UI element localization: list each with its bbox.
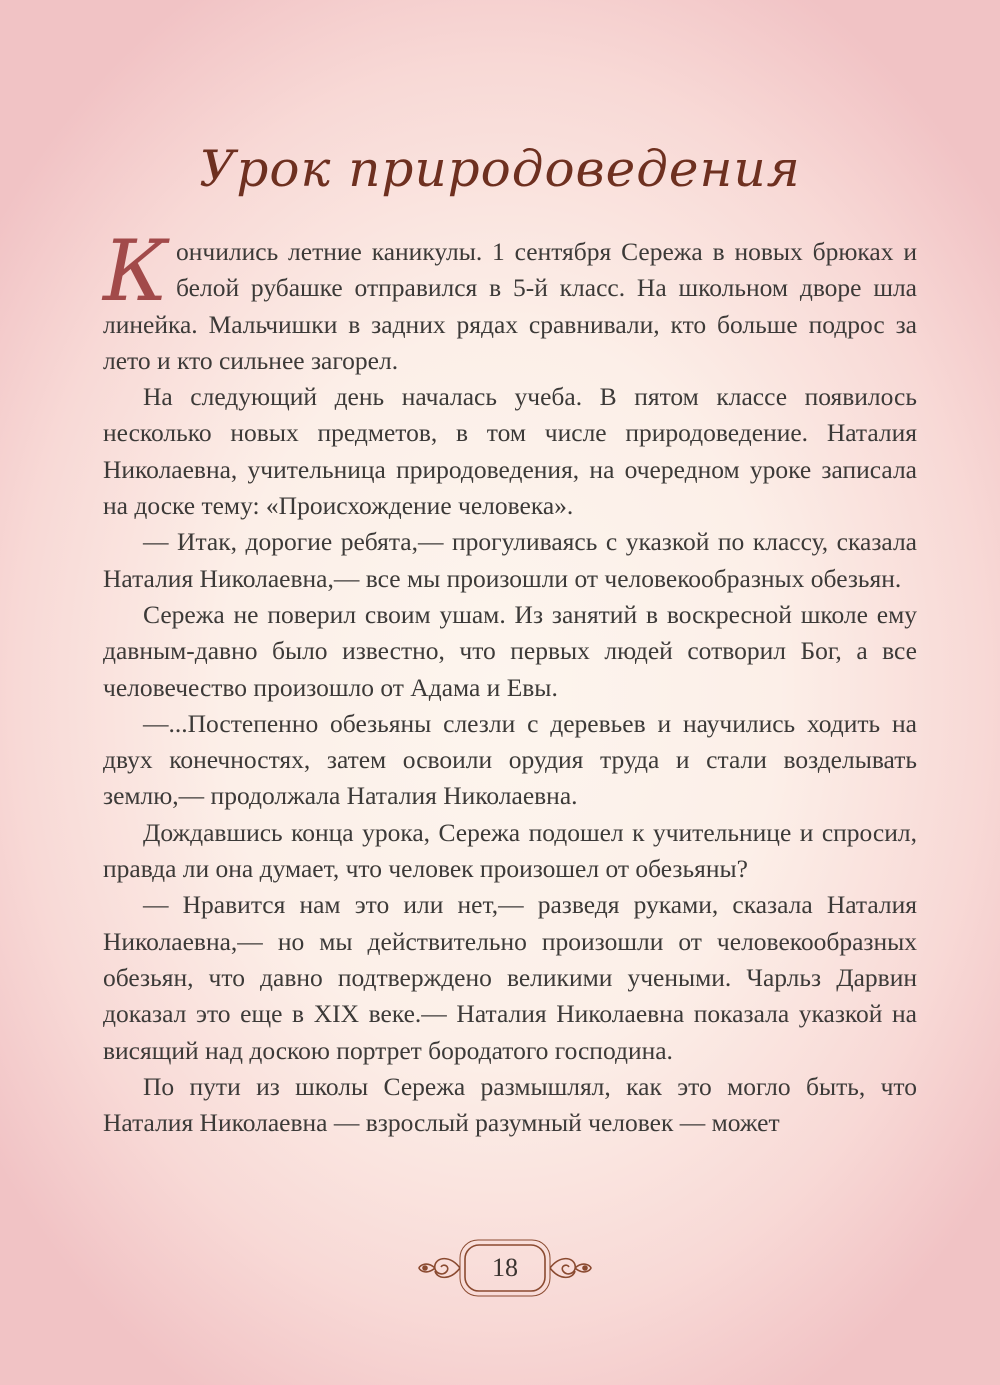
paragraph-1 <box>103 222 917 379</box>
paragraph-3: — Итак, дорогие ребята,— прогуливаясь с указкой по классу, сказала Наталия Николаевна,— все мы произошли от человекообразных обезьян. <box>103 527 917 593</box>
paragraph-7: — Нравится нам это или нет,— разведя руками, сказала Наталия Николаевна,— но мы действительно произошли от человекообразных обезьян, что давно подтверждено великими учеными. Чарльз Дарвин доказал это еще в XIX веке.— Наталия Николаевна показала указкой на висящий над доскою портрет бородатого господина. <box>103 890 917 1065</box>
paragraph-2: На следующий день началась учеба. В пятом классе появилось несколько новых предметов, в том числе природоведение. Наталия Николаевна, учительница природоведения, на очередном уроке записала на доске тему: «Происхождение человека». <box>103 382 917 521</box>
drop-cap: К <box>103 222 169 320</box>
paragraph-5: —...Постепенно обезьяны слезли с деревьев и научились ходить на двух конечностях, затем освоили орудия труда и стали возделывать землю,— продолжала Наталия Николаевна. <box>103 708 917 811</box>
paragraph-4: Сережа не поверил своим ушам. Из занятий в воскресной школе ему давным-давно было известно, что первых людей сотворил Бог, а все человечество произошло от Адама и Евы. <box>103 599 917 702</box>
body-text <box>103 222 917 1141</box>
chapter-title: Урок природоведения <box>199 140 801 198</box>
paragraph-6: Дождавшись конца урока, Сережа подошел к учительнице и спросил, правда ли она думает, что человек произошел от обезьяны? <box>103 817 917 884</box>
paragraph-1-text: ончились летние каникулы. 1 сентября Сережа в новых брюках и белой рубашке отправился в 5-й класс. На школьном дворе шла линейка. Мальчишки в задних рядах сравнивали, кто больше подрос за лето и кто сильнее загорел. <box>103 237 917 375</box>
paragraph-8: По пути из школы Сережа размышлял, как это могло быть, что Наталия Николаевна — взрослый разумный человек — может <box>103 1071 917 1138</box>
page-number: 18 <box>492 1253 518 1282</box>
